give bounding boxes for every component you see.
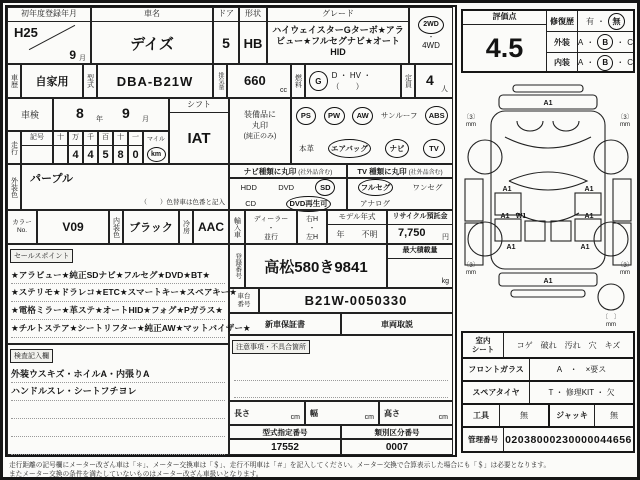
- mileage-col: [98, 131, 113, 164]
- length-unit: cm: [290, 414, 300, 421]
- shift-cell: [169, 98, 229, 164]
- nav-type-note: (社外品含む): [298, 169, 333, 176]
- manual-cell: 車両取説: [341, 313, 453, 335]
- capacity-value: 4: [426, 72, 434, 88]
- model-code-label: 型式: [83, 64, 97, 98]
- wheel-rear-left: [468, 222, 502, 256]
- recycle-label: リサイクル預託金: [388, 211, 452, 225]
- length-cell: [229, 401, 305, 425]
- tread-unit: mm: [466, 122, 476, 128]
- tv-oneseg: ワンセグ: [412, 183, 443, 192]
- interior-b-circled: B: [597, 55, 613, 71]
- nav-dvd: DVD: [278, 183, 295, 192]
- tv-type-body: [347, 178, 453, 210]
- inspection-line: [11, 401, 225, 419]
- rear-bumper-mark: A1: [543, 278, 553, 285]
- equip-pw-circled: PW: [324, 107, 345, 125]
- rear-seat-left: [525, 221, 545, 241]
- shaken-label: 車検: [7, 98, 53, 131]
- warranty-cell: 新車保証書: [229, 313, 341, 335]
- shape-cell: [239, 7, 267, 64]
- color-no-value: V09: [37, 210, 109, 244]
- sales-points-label: セールスポイント: [10, 249, 73, 263]
- recycle-cell: [387, 210, 453, 244]
- mileage-col-label: 一: [129, 132, 142, 146]
- equip-sunroof: サンルーフ: [380, 111, 418, 120]
- mileage-col-label: 十: [54, 132, 67, 146]
- equipment-label2: 丸印: [252, 121, 268, 130]
- body-color-label: 外装色: [7, 164, 21, 210]
- left-rear-door-mark-w: W1: [515, 213, 527, 220]
- front-bumper-lip: [513, 85, 583, 92]
- reg-no-value: 高松580き9841: [245, 244, 387, 288]
- grade-c: C: [627, 58, 633, 67]
- class-no-label: 類別区分番号: [341, 425, 453, 439]
- car-name: デイズ: [130, 35, 174, 53]
- exterior-grade-label: 外装: [547, 32, 578, 52]
- seat-item: 破れ: [540, 340, 557, 350]
- fuel-label: 燃料: [291, 64, 305, 98]
- right-rear-door-panel: [613, 223, 631, 265]
- condition-table: [461, 331, 635, 457]
- mileage-digit: 0: [132, 149, 139, 161]
- dot-sep: ・: [586, 58, 595, 67]
- mileage-col: [83, 131, 98, 164]
- dot-sep: ・: [597, 16, 605, 26]
- handle-left: 左H: [305, 234, 319, 241]
- wheel-front-right: [594, 140, 628, 174]
- ac-label: 冷房: [179, 210, 193, 244]
- door-label: ドア: [214, 8, 238, 22]
- equip-ps-circled: PS: [296, 107, 316, 125]
- shape-value: HB: [243, 35, 263, 51]
- width-unit: cm: [364, 414, 374, 421]
- payload-label: 最大積載量: [388, 245, 452, 259]
- notes-line: [234, 366, 448, 381]
- door-cell: [213, 7, 239, 64]
- seat-item: 汚れ: [564, 340, 581, 350]
- footer-line1: 走行距離の記号欄にメーター改ざん車は「＊」、メーター交換車は「＄」、走行不明車は「＃」を記入してください。メーター交換で合算表示した場合にも「＄」は必要となります。: [9, 462, 551, 469]
- chassis-label1: 車台: [237, 293, 251, 300]
- shaken-year-suffix: 年: [96, 116, 103, 123]
- management-no-label: 管理番号: [463, 428, 504, 451]
- grade-cell: [267, 7, 409, 64]
- right-panel: [459, 5, 637, 457]
- tread-rear-right: 〔3〕: [617, 263, 633, 269]
- sales-line: ★電格ミラー★革ステ★オートHID★フォグ★Pガラス★: [11, 302, 225, 320]
- reg-no-label: 登録番号: [229, 244, 245, 288]
- spare-tread-unit: mm: [606, 322, 616, 327]
- spare-tire-label: スペアタイヤ: [463, 382, 530, 403]
- interior-color-value: ブラック: [123, 210, 179, 244]
- score-value: 4.5: [485, 32, 524, 63]
- repair-label: 修復歴: [547, 11, 578, 31]
- model-year-suffix: 年: [336, 229, 345, 239]
- tv-fullseg-circled: フルセグ: [358, 179, 394, 196]
- length-label: 長さ: [234, 409, 250, 418]
- car-name-cell: [91, 7, 213, 64]
- notes-line: [234, 381, 448, 398]
- tread-front-right: 〔3〕: [617, 115, 633, 121]
- car-damage-diagram: [461, 81, 635, 327]
- shaken-month-suffix: 月: [142, 116, 149, 123]
- height-label: 高さ: [384, 409, 400, 418]
- car-name-label: 車名: [92, 8, 212, 22]
- shift-label: シフト: [170, 99, 228, 113]
- door-count: 5: [222, 35, 230, 51]
- displacement-label: 排気量: [213, 64, 227, 98]
- grade-label: グレード: [268, 8, 408, 22]
- windshield-label: フロントガラス: [463, 359, 530, 380]
- left-rear-door-mark: A1: [500, 213, 510, 220]
- footer-line2: またメーター交換の条件を満たしていないものはメーター改ざん車扱いとなります。: [9, 471, 263, 478]
- grade-c: C: [627, 37, 633, 47]
- tool-label: 工具: [463, 405, 500, 426]
- right-door-mark: A1: [584, 186, 594, 193]
- inspection-notes-label: 検査記入欄: [10, 349, 53, 363]
- left-front-door-panel: [465, 179, 483, 221]
- spare-tire: [598, 284, 624, 310]
- inspection-notes-area: [7, 344, 229, 455]
- mileage-digit: 4: [87, 149, 94, 161]
- fuel-cell: [305, 64, 401, 98]
- grade-a: A: [577, 37, 584, 47]
- spare-tire-value: T ・ 修理KIT ・ 欠: [548, 388, 615, 397]
- mileage-digit: 5: [102, 149, 109, 161]
- equip-leather: 本革: [299, 144, 314, 153]
- drive-separator: ・: [427, 33, 435, 41]
- evaluation-box: [461, 9, 635, 73]
- shift-value: IAT: [187, 129, 211, 147]
- import-label: 輸入車: [229, 210, 245, 244]
- equip-navi-circled: ナビ: [385, 139, 409, 158]
- mileage-sign-cell: [21, 131, 53, 164]
- mileage-col-label: 百: [99, 132, 112, 146]
- tv-type-note: (社外品含む): [408, 169, 443, 176]
- mileage-col-label: 千: [84, 132, 97, 146]
- management-no-value: 02038000230000044656: [505, 433, 632, 446]
- shaken-year: 8: [76, 105, 84, 121]
- equipment-items: [291, 98, 453, 164]
- inspection-line: ハンドルスレ・シートフチヨレ: [11, 383, 225, 401]
- dot-sep: ・: [616, 58, 625, 67]
- nav-type-header: [229, 164, 347, 178]
- model-year-label: モデル年式: [328, 211, 386, 225]
- displacement-value: 660: [244, 73, 266, 88]
- right-door-inner: [575, 193, 601, 215]
- mileage-col-label: 十: [114, 132, 127, 146]
- jack-label: ジャッキ: [550, 405, 595, 426]
- windshield: [505, 137, 591, 148]
- mileage-digit: [54, 146, 67, 164]
- grade-rows: [547, 11, 633, 71]
- score-label: 評価点: [463, 11, 546, 25]
- mileage-sign: [22, 146, 52, 164]
- left-fender-mark: A1: [506, 244, 516, 251]
- payload-unit: kg: [441, 278, 449, 285]
- shaken-value: [53, 98, 169, 131]
- mileage-col: [53, 131, 68, 164]
- tread-front-left: 〔3〕: [463, 115, 479, 121]
- import-dealer: ディーラー: [253, 216, 289, 223]
- capacity-label: 定員: [401, 64, 415, 98]
- handle-sep: ・: [308, 225, 316, 232]
- windshield-value: A ・ ×要ス: [556, 365, 607, 374]
- history-label: 車歴: [7, 64, 21, 98]
- equip-airbag-circled: エアバッグ: [328, 139, 371, 158]
- nav-sd-circled: SD: [315, 179, 335, 196]
- mileage-digit: 8: [117, 149, 124, 161]
- tread-unit: mm: [466, 270, 476, 276]
- left-door-mark: A1: [502, 186, 512, 193]
- recycle-value: 7,750: [398, 227, 426, 239]
- equip-tv-circled: TV: [423, 139, 445, 158]
- mileage-col: [68, 131, 83, 164]
- dot-sep: ・: [616, 37, 625, 47]
- model-code: DBA-B21W: [97, 64, 213, 98]
- seat-item: キズ: [604, 340, 621, 350]
- mileage-sign-label: 記号: [22, 132, 52, 146]
- nav-type-body: [229, 178, 347, 210]
- import-sep: ・: [267, 225, 275, 232]
- capacity-unit: 人: [441, 86, 448, 93]
- exterior-b-circled: B: [597, 34, 613, 50]
- right-rear-door-mark: A1: [584, 213, 594, 220]
- grade-line2: ビュー★フルセグナビ★オート: [276, 36, 400, 46]
- spare-tread: 〔 〕: [601, 315, 621, 321]
- left-rear-door-panel: [465, 223, 483, 265]
- mileage-unit-cell: [143, 131, 169, 164]
- seat-label1: 室内: [475, 336, 491, 345]
- drive-2wd-circled: 2WD: [418, 16, 444, 34]
- nav-type-title: ナビ種類に丸印: [243, 166, 297, 176]
- mile-label: マイル: [147, 137, 165, 143]
- front-bumper-mark: A1: [543, 100, 553, 107]
- repair-no-circled: 無: [608, 13, 625, 30]
- reg-month: 9: [69, 48, 76, 62]
- first-registration-cell: [7, 7, 91, 64]
- equipment-label-cell: [229, 98, 291, 164]
- import-parallel: 並行: [264, 234, 278, 241]
- color-no-label1: カラー: [12, 219, 32, 226]
- color-no-label2: No.: [16, 227, 28, 234]
- grade-a: A: [577, 58, 584, 67]
- seat-item: 穴: [588, 340, 597, 350]
- tv-analog: アナログ: [360, 199, 390, 208]
- equipment-label3: (純正のみ): [243, 133, 277, 140]
- tread-unit: mm: [620, 122, 630, 128]
- handle-cell: [297, 210, 327, 244]
- footer-notes: [9, 461, 639, 479]
- handle-right: 右H: [305, 216, 319, 223]
- notes-area: [229, 335, 453, 401]
- mileage-digit: 4: [72, 149, 79, 161]
- inspection-line: 外装ウスキズ・ホイルA・内張りA: [11, 366, 225, 383]
- import-dealer-cell: [245, 210, 297, 244]
- seat-items: [504, 333, 633, 357]
- equip-aw-circled: AW: [352, 107, 373, 125]
- equip-abs-circled: ABS: [425, 106, 448, 125]
- front-seat-left: [517, 121, 543, 131]
- height-unit: cm: [438, 414, 448, 421]
- tread-rear-left: 〔3〕: [463, 263, 479, 269]
- rear-bumper-lip: [511, 290, 585, 297]
- seat-label2: シート: [471, 345, 495, 354]
- left-sheet: [5, 5, 457, 457]
- shape-label: 形状: [240, 8, 266, 22]
- reg-month-suffix: 月: [79, 55, 86, 62]
- nav-cd: CD: [245, 199, 257, 208]
- drive-cell: [409, 7, 453, 64]
- payload-cell: [387, 244, 453, 288]
- chassis-value: B21W-0050330: [259, 288, 453, 313]
- front-seat-right: [553, 121, 579, 131]
- type-no-value: 17552: [229, 439, 341, 455]
- mileage-col-label: 万: [69, 132, 82, 146]
- color-no-label: [7, 210, 37, 244]
- mileage-col: [128, 131, 143, 164]
- interior-color-label: 内装色: [109, 210, 123, 244]
- ac-value: AAC: [193, 210, 229, 244]
- shaken-month: 9: [122, 105, 130, 121]
- type-no-label: 型式指定番号: [229, 425, 341, 439]
- chassis-label2: 番号: [237, 301, 251, 308]
- interior-grade-label: 内装: [547, 53, 578, 72]
- fuel-options: D ・ HV ・ （ ）: [331, 71, 372, 91]
- height-cell: [379, 401, 453, 425]
- displacement-unit: cc: [280, 87, 287, 94]
- tread-unit: mm: [620, 270, 630, 276]
- tv-type-header: [347, 164, 453, 178]
- displacement-cell: [227, 64, 291, 98]
- sales-line: ★アラビュー★純正SDナビ★フルセグ★DVD★BT★: [11, 267, 225, 284]
- model-year-cell: [327, 210, 387, 244]
- notes-label: 注意事項・不具合箇所: [232, 340, 310, 354]
- first-registration-value: [8, 21, 92, 65]
- dot-sep: ・: [586, 37, 595, 47]
- jack-value: 無: [610, 411, 618, 420]
- wheel-front-left: [468, 140, 502, 174]
- drive-4wd: 4WD: [422, 40, 440, 50]
- rear-seat-right: [551, 221, 571, 241]
- repair-yes: 有: [586, 16, 594, 26]
- body-color-note: （ ）色替車は色番と記入: [140, 199, 225, 206]
- model-year-unknown: 不明: [361, 229, 378, 239]
- roof-contour: [509, 172, 587, 190]
- right-fender-mark: A1: [580, 244, 590, 251]
- class-no-value: 0007: [341, 439, 453, 455]
- grade-value: [268, 22, 408, 67]
- equipment-label1: 装備品に: [244, 110, 276, 119]
- wheel-rear-right: [594, 222, 628, 256]
- mileage-col: [113, 131, 128, 164]
- nav-hdd: HDD: [240, 183, 257, 192]
- mileage-label: 走行: [7, 131, 21, 164]
- seat-item: コゲ: [516, 340, 533, 350]
- first-registration-label: 初年度登録年月: [8, 8, 90, 22]
- score-cell: [463, 11, 547, 71]
- history-value: 自家用: [21, 64, 83, 98]
- width-label: 幅: [310, 409, 318, 418]
- body-color-cell: [21, 164, 229, 210]
- sales-line: ★ステリモ★ドラレコ★ETC★スマートキー★スペアキー★: [11, 284, 225, 302]
- body-color-value: パープル: [30, 173, 74, 185]
- tool-value: 無: [500, 405, 550, 426]
- seat-label: [463, 333, 504, 357]
- inspection-line: [11, 419, 225, 437]
- nav-dvd-play-circled: DVD再生可: [286, 196, 330, 212]
- km-circled: km: [147, 147, 166, 162]
- left-door-inner: [495, 193, 521, 215]
- tv-type-title: TV 種類に丸印: [357, 166, 407, 176]
- recycle-yen: 円: [442, 234, 449, 241]
- sales-line: ★チルトステア★シートリフター★純正AW★マットバイザー★: [11, 320, 225, 338]
- grade-line3: HID: [330, 47, 346, 57]
- reg-year: H25: [14, 25, 38, 40]
- inspection-line: [11, 437, 225, 455]
- right-front-door-panel: [613, 179, 631, 221]
- capacity-cell: [415, 64, 453, 98]
- fuel-gasoline-circled: G: [309, 71, 328, 91]
- grade-line1: ハイウェイスターGターボ★アラ: [272, 25, 404, 35]
- width-cell: [305, 401, 379, 425]
